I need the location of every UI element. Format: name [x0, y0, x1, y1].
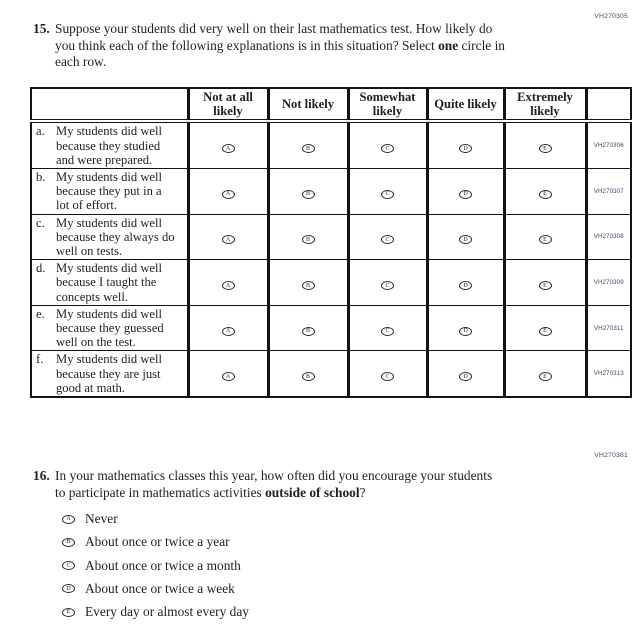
accession-code-q16: VH270361 [594, 452, 628, 459]
question-16-line2-post: ? [359, 484, 366, 500]
row-letter: b. [36, 170, 46, 185]
header-quite-likely: Quite likely [427, 88, 504, 121]
option-letter: D [463, 373, 468, 380]
option-circle-c[interactable] [381, 190, 394, 199]
option-label: Every day or almost every day [85, 604, 249, 620]
row-text: My students did well because they guessed well on the test. [56, 306, 164, 350]
option-circle-c[interactable] [381, 235, 394, 244]
row-letter: e. [36, 306, 45, 321]
option-letter: B [305, 191, 310, 198]
option-circle-e[interactable] [62, 608, 75, 617]
table-row-d [31, 260, 631, 306]
option-circle-a[interactable] [222, 327, 235, 336]
table-row-f [31, 351, 631, 397]
row-code: VH270308 [586, 214, 631, 260]
option-letter: D [463, 236, 468, 243]
table-row-c [31, 214, 631, 260]
option-letter: A [225, 236, 231, 243]
question-16-options [62, 511, 249, 626]
option-circle-b[interactable] [62, 538, 75, 547]
accession-code-q15: VH270305 [594, 13, 628, 20]
table-row-e [31, 305, 631, 351]
question-15-line2-bold: one [438, 37, 459, 53]
option-circle-e[interactable] [539, 190, 552, 199]
option-circle-e[interactable] [539, 372, 552, 381]
option-letter: E [543, 282, 547, 289]
row-text: My students did well because I taught the concepts well. [56, 261, 162, 304]
option-circle-e[interactable] [539, 281, 552, 290]
option-letter: D [463, 191, 468, 198]
question-15-line2 [55, 38, 505, 55]
option-letter: C [385, 282, 390, 289]
row-text: My students did well because they put in a lot of effort. [56, 170, 162, 213]
option-letter: E [543, 373, 547, 380]
row-a-stub [31, 121, 188, 168]
question-16-number: 16. [33, 468, 50, 483]
question-16-line2-bold: outside of school [265, 484, 360, 500]
option-letter: C [385, 373, 390, 380]
option-label: Never [85, 511, 118, 526]
row-d-stub [31, 260, 188, 306]
option-circle-a[interactable] [222, 372, 235, 381]
row-e-stub [31, 305, 188, 351]
header-not-likely: Not likely [268, 88, 348, 121]
option-label: About once or twice a year [85, 534, 230, 550]
option-circle-a[interactable] [222, 144, 235, 153]
option-letter: A [225, 191, 231, 198]
option-letter: C [385, 145, 390, 152]
option-letter: C [385, 236, 390, 243]
option-circle-a[interactable] [222, 190, 235, 199]
option-circle-d[interactable] [459, 144, 472, 153]
option-letter: B [305, 327, 310, 334]
option-once-twice-year [62, 534, 249, 550]
option-once-twice-month [62, 558, 249, 574]
option-letter: E [543, 327, 547, 334]
option-circle-b[interactable] [302, 327, 315, 336]
option-letter: D [463, 282, 468, 289]
row-b-stub [31, 169, 188, 215]
option-circle-b[interactable] [302, 372, 315, 381]
option-circle-b[interactable] [302, 281, 315, 290]
option-letter: B [305, 145, 310, 152]
header-code-column [586, 88, 631, 121]
option-letter: E [543, 236, 547, 243]
option-letter: B [66, 539, 71, 546]
option-circle-d[interactable] [459, 190, 472, 199]
option-letter: E [543, 145, 547, 152]
question-15-line2-post: circle in [458, 37, 505, 53]
option-circle-d[interactable] [459, 372, 472, 381]
header-somewhat-likely: Somewhat likely [348, 88, 427, 121]
option-circle-c[interactable] [381, 372, 394, 381]
option-circle-b[interactable] [302, 144, 315, 153]
question-16-line2 [55, 485, 492, 502]
option-circle-c[interactable] [381, 144, 394, 153]
option-label: About once or twice a month [85, 557, 241, 573]
option-circle-b[interactable] [302, 235, 315, 244]
option-circle-d[interactable] [459, 281, 472, 290]
row-code: VH270307 [586, 169, 631, 215]
row-letter: d. [36, 261, 46, 276]
row-code: VH270306 [586, 121, 631, 168]
option-letter: D [463, 145, 468, 152]
option-circle-d[interactable] [459, 327, 472, 336]
option-letter: B [305, 373, 310, 380]
row-code: VH270309 [586, 260, 631, 306]
option-circle-b[interactable] [302, 190, 315, 199]
header-extremely-likely: Extremely likely [504, 88, 586, 121]
row-text: My students did well because they studied and were prepared. [56, 124, 162, 167]
table-row-a [31, 121, 631, 168]
option-circle-a[interactable] [222, 281, 235, 290]
option-letter: C [385, 191, 390, 198]
row-letter: f. [36, 352, 44, 367]
question-16-text [55, 468, 492, 501]
question-15-line1: Suppose your students did very well on their last mathematics test. How likely do [55, 21, 493, 36]
header-not-at-all-likely: Not at all likely [188, 88, 268, 121]
option-circle-e[interactable] [539, 235, 552, 244]
option-circle-e[interactable] [539, 327, 552, 336]
question-15-number: 15. [33, 21, 50, 36]
option-letter: A [225, 327, 231, 334]
question-16-line2-pre: to participate in mathematics activities [55, 484, 266, 500]
option-letter: A [66, 515, 71, 522]
question-15-line2-pre: you think each of the following explanations is in this situation? Select [55, 37, 439, 53]
option-label: About once or twice a week [85, 580, 235, 596]
row-code: VH270311 [586, 305, 631, 351]
row-code: VH270313 [586, 351, 631, 397]
table-header-row [31, 88, 631, 121]
option-letter: C [385, 327, 390, 334]
option-letter: A [225, 145, 231, 152]
option-letter: A [225, 282, 231, 289]
option-every-day [62, 604, 249, 620]
option-circle-c[interactable] [381, 327, 394, 336]
question-16 [33, 468, 578, 501]
question-15-text [55, 21, 505, 71]
option-letter: C [66, 562, 71, 569]
row-text: My students did well because they are just good at math. [56, 352, 162, 395]
question-15-line3: each row. [55, 54, 107, 70]
row-letter: a. [36, 124, 45, 139]
option-letter: E [66, 608, 71, 615]
option-circle-e[interactable] [539, 144, 552, 153]
option-circle-c[interactable] [381, 281, 394, 290]
option-once-twice-week [62, 581, 249, 597]
question-16-line1: In your mathematics classes this year, how often did you encourage your students [55, 468, 493, 483]
row-c-stub [31, 214, 188, 260]
option-circle-d[interactable] [459, 235, 472, 244]
header-stub [31, 88, 188, 121]
option-letter: D [463, 327, 468, 334]
option-circle-c[interactable] [62, 561, 75, 570]
row-letter: c. [36, 215, 45, 230]
row-text: My students did well because they always do well on tests. [56, 215, 175, 259]
option-letter: A [225, 373, 231, 380]
row-f-stub [31, 351, 188, 397]
option-letter: E [543, 191, 547, 198]
option-circle-d[interactable] [62, 584, 75, 593]
likert-table [30, 87, 632, 398]
option-letter: B [305, 236, 310, 243]
option-letter: B [305, 282, 310, 289]
option-circle-a[interactable] [62, 515, 75, 524]
option-letter: D [66, 585, 71, 592]
option-never [62, 511, 249, 527]
option-circle-a[interactable] [222, 235, 235, 244]
question-15 [33, 21, 553, 71]
table-row-b [31, 169, 631, 215]
